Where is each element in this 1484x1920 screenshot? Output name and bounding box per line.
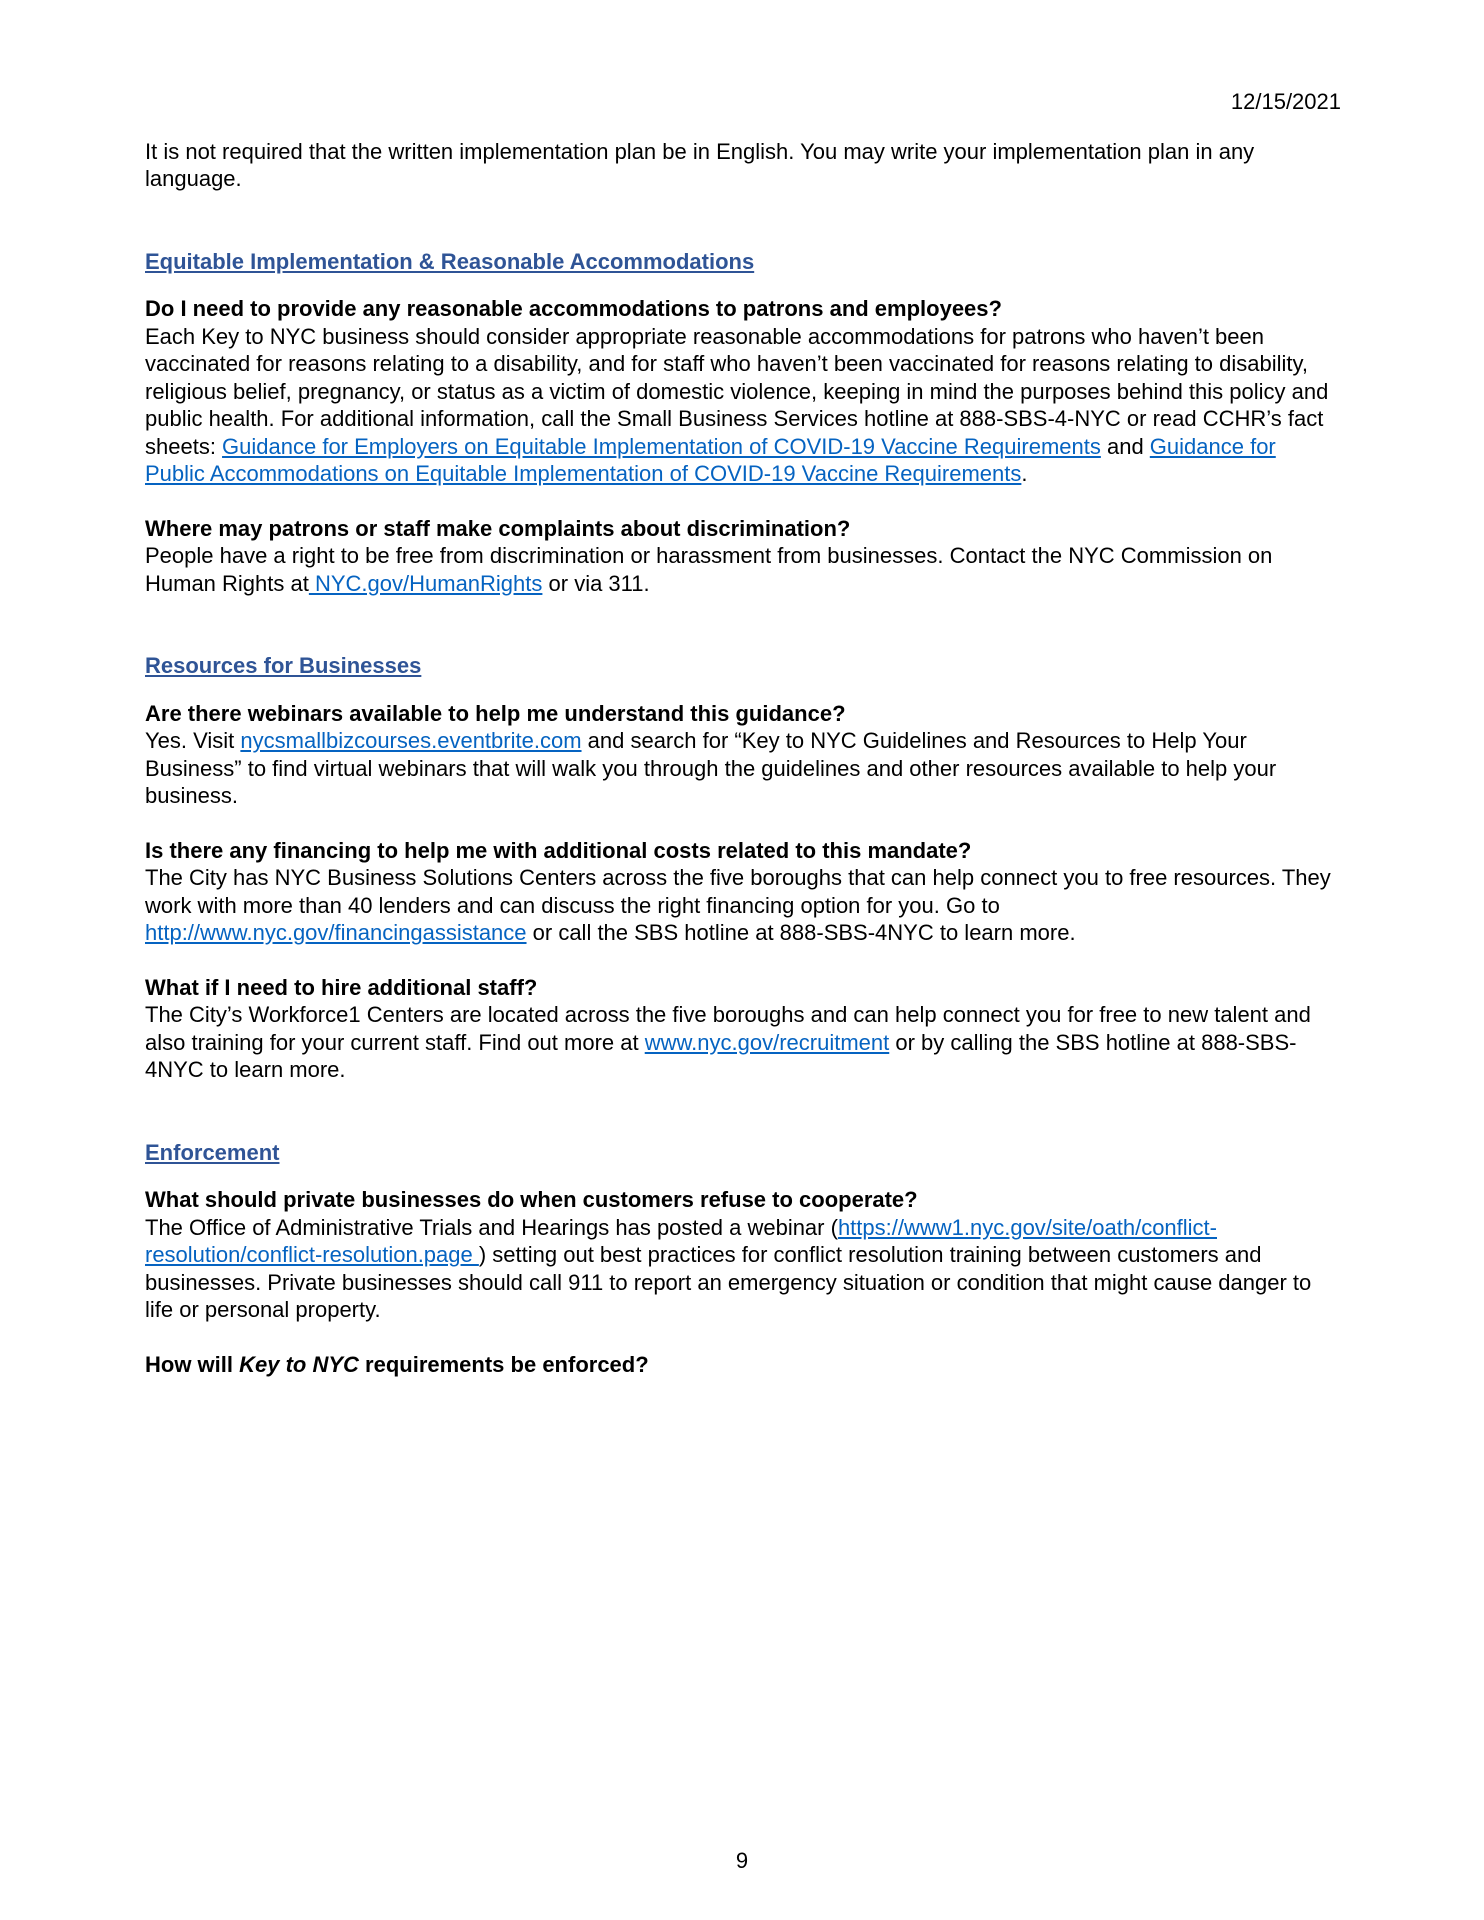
answer-text: The Office of Administrative Trials and Hearings has posted a webinar ( — [145, 1214, 838, 1240]
section-heading-resources-for-businesses: Resources for Businesses — [145, 653, 422, 678]
question-text: requirements be enforced? — [358, 1351, 649, 1377]
link-recruitment[interactable]: www.nyc.gov/recruitment — [644, 1029, 890, 1055]
section-heading-equitable-implementation: Equitable Implementation & Reasonable Accommodations — [145, 248, 755, 274]
answer-paragraph — [145, 1214, 1341, 1324]
answer-paragraph — [145, 727, 1341, 810]
section-heading-enforcement: Enforcement — [145, 1139, 280, 1165]
qa-block-webinars — [145, 700, 1341, 810]
link-financing-assistance[interactable]: http://www.nyc.gov/financingassistance — [145, 920, 527, 945]
intro-paragraph: It is not required that the written implementation plan be in English. You may write your implementation plan in any language. — [145, 138, 1255, 191]
answer-text: People have a right to be free from discrimination or harassment from businesses. Contact the NYC Commission on Human Rights at — [145, 543, 1273, 596]
qa-block-how-enforced — [145, 1351, 1341, 1379]
link-guidance-employers[interactable]: Guidance for Employers on Equitable Implementation of COVID-19 Vaccine Requirements — [222, 433, 1101, 459]
question-reasonable-accommodations: Do I need to provide any reasonable accommodations to patrons and employees? — [145, 296, 1002, 321]
answer-text: . — [1021, 461, 1028, 486]
answer-text: or call the SBS hotline at 888-SBS-4NYC to learn more. — [526, 920, 1076, 945]
question-customers-refuse: What should private businesses do when customers refuse to cooperate? — [145, 1187, 918, 1212]
answer-text: Yes. Visit — [145, 728, 241, 753]
question-text: How will — [145, 1351, 240, 1377]
link-eventbrite-courses[interactable]: nycsmallbizcourses.eventbrite.com — [240, 728, 582, 753]
answer-text: and search for “Key to NYC Guidelines and Resources to Help Your Business” to find virtual webinars that will walk you through the guidelines and other resources available to help your business. — [145, 728, 1277, 808]
link-nyc-human-rights[interactable]: NYC.gov/HumanRights — [308, 570, 543, 596]
answer-paragraph — [145, 542, 1341, 597]
answer-text: ) setting out best practices for conflict resolution training between customers and businesses. Private businesses should call 911 to report an emergency situation or condition that might cause danger to life or personal property. — [145, 1242, 1312, 1322]
answer-text: or by calling the SBS hotline at 888-SBS-4NYC to learn more. — [145, 1029, 1297, 1082]
qa-block-financing — [145, 837, 1341, 947]
answer-paragraph — [145, 864, 1341, 947]
answer-paragraph — [145, 323, 1341, 488]
answer-text: The City’s Workforce1 Centers are located across the five boroughs and can help connect you for free to new talent and also training for your current staff. Find out more at — [145, 1002, 1311, 1055]
question-text-italic: Key to NYC — [239, 1351, 359, 1377]
link-guidance-public-accommodations[interactable]: Guidance for Public Accommodations on Equitable Implementation of COVID-19 Vaccine Requirements — [145, 433, 1276, 486]
qa-block-reasonable-accommodations — [145, 295, 1341, 488]
question-discrimination-complaints: Where may patrons or staff make complaints about discrimination? — [145, 515, 851, 541]
answer-paragraph — [145, 1001, 1341, 1084]
page-number: 9 — [735, 1847, 749, 1873]
answer-text: The City has NYC Business Solutions Centers across the five boroughs that can help connect you to free resources. They work with more than 40 lenders and can discuss the right financing option for you. Go to — [145, 865, 1331, 918]
question-additional-staff: What if I need to hire additional staff? — [145, 974, 538, 1000]
qa-block-additional-staff — [145, 974, 1341, 1084]
question-webinars: Are there webinars available to help me understand this guidance? — [145, 700, 846, 726]
qa-block-customers-refuse — [145, 1186, 1341, 1324]
question-financing: Is there any financing to help me with additional costs related to this mandate? — [145, 837, 972, 863]
answer-text: Each Key to NYC business should consider appropriate reasonable accommodations for patrons who haven’t been vaccinated for reasons relating to a disability, and for staff who haven’t been vaccinated for reasons relating to disability, religious belief, pregnancy, or status as a victim of domestic violence, keeping in mind the purposes behind this policy and public health. For additional information, call the Small Business Services hotline at 888-SBS-4-NYC or read CCHR’s fact sheets: — [145, 323, 1329, 459]
document-date: 12/15/2021 — [1230, 89, 1341, 114]
link-oath-conflict-resolution[interactable]: https://www1.nyc.gov/site/oath/conflict-resolution/conflict-resolution.page — [145, 1214, 1217, 1267]
qa-block-discrimination-complaints — [145, 515, 1341, 598]
answer-text: or via 311. — [542, 570, 650, 596]
answer-text: and — [1100, 433, 1150, 459]
question-how-enforced — [145, 1351, 1341, 1379]
